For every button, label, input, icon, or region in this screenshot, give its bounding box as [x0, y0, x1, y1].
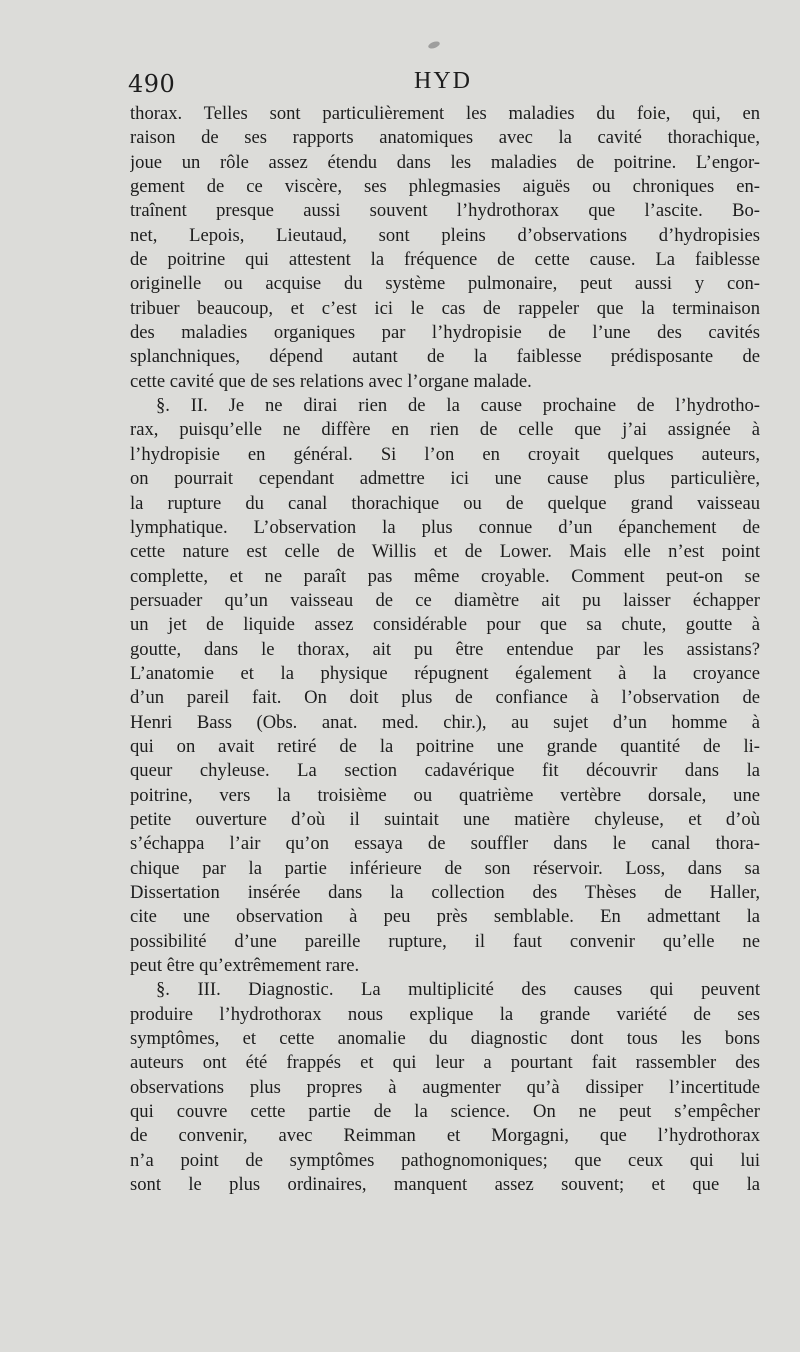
text-line: persuader qu’un vaisseau de ce diamètre ait pu laisser échapper — [130, 589, 760, 611]
text-line: de poitrine qui attestent la fréquence de cette cause. La faiblesse — [130, 249, 760, 271]
text-line: s’échappa l’air qu’on essaya de souffler dans le canal thora- — [130, 833, 760, 855]
text-line: lymphatique. L’observation la plus connue d’un épanchement de — [130, 516, 760, 538]
text-line: qui couvre cette partie de la science. On ne peut s’empêcher — [130, 1101, 760, 1123]
text-line: sont le plus ordinaires, manquent assez souvent; et que la — [130, 1174, 760, 1196]
page-header — [128, 68, 688, 104]
show-through — [640, 1224, 760, 1242]
text-line: thorax. Telles sont particulièrement les maladies du foie, qui, en — [130, 103, 760, 124]
text-line: complette, et ne paraît pas même croyable. Comment peut-on se — [130, 565, 760, 587]
text-line: petite ouverture d’où il suintait une matière chyleuse, et d’où — [130, 808, 760, 830]
text-line: de convenir, avec Reimman et Morgagni, que l’hydrothorax — [130, 1125, 760, 1147]
text-line: Henri Bass (Obs. anat. med. chir.), au sujet d’un homme à — [130, 711, 760, 733]
section-3-line: §. III. Diagnostic. La multiplicité des causes qui peuvent — [156, 979, 760, 1001]
text-line: joue un rôle assez étendu dans les maladies de poitrine. L’engor- — [130, 151, 760, 173]
text-line: raison de ses rapports anatomiques avec la cavité thorachique, — [130, 127, 760, 149]
text-line: L’anatomie et la physique répugnent également à la croyance — [130, 662, 760, 684]
text-line: produire l’hydrothorax nous explique la grande variété de ses — [130, 1003, 760, 1025]
text-line: observations plus propres à augmenter qu’à dissiper l’incertitude — [130, 1076, 760, 1098]
text-line: cette nature est celle de Willis et de Lower. Mais elle n’est point — [130, 541, 760, 563]
text-line: splanchniques, dépend autant de la faiblesse prédisposante de — [130, 346, 760, 368]
page-number: 490 — [128, 70, 176, 98]
text-line: symptômes, et cette anomalie du diagnostic dont tous les bons — [130, 1028, 760, 1050]
text-line: auteurs ont été frappés et qui leur a pourtant fait rassembler des — [130, 1052, 760, 1074]
text-line: l’hydropisie en général. Si l’on en croyait quelques auteurs, — [130, 443, 760, 465]
text-line: traînent presque aussi souvent l’hydrothorax que l’ascite. Bo- — [130, 200, 760, 222]
text-line: poitrine, vers la troisième ou quatrième vertèbre dorsale, une — [130, 784, 760, 806]
text-line: on pourrait cependant admettre ici une cause plus particulière, — [130, 468, 760, 490]
text-line: des maladies organiques par l’hydropisie de l’une des cavités — [130, 322, 760, 344]
text-line: un jet de liquide assez considérable pour que sa chute, goutte à — [130, 614, 760, 636]
text-line: originelle ou acquise du système pulmonaire, peut aussi y con- — [130, 273, 760, 295]
text-line: d’un pareil fait. On doit plus de confiance à l’observation de — [130, 687, 760, 709]
text-line: n’a point de symptômes pathognomoniques; que ceux qui lui — [130, 1149, 760, 1171]
text-line: chique par la partie inférieure de son réservoir. Loss, dans sa — [130, 857, 760, 879]
section-2-line: §. II. Je ne dirai rien de la cause prochaine de l’hydrotho- — [156, 395, 760, 417]
body-text — [130, 102, 760, 1197]
text-line: qui on avait retiré de la poitrine une grande quantité de li- — [130, 735, 760, 757]
text-line: peut être qu’extrêmement rare. — [130, 955, 360, 977]
text-line: tribuer beaucoup, et c’est ici le cas de rappeler que la terminaison — [130, 297, 760, 319]
running-head: HYD — [414, 68, 472, 94]
text-line: possibilité d’une pareille rupture, il faut convenir qu’elle ne — [130, 930, 760, 952]
text-line: goutte, dans le thorax, ait pu être entendue par les assistans? — [130, 638, 760, 660]
text-line: cite une observation à peu près semblable. En admettant la — [130, 906, 760, 928]
text-line: gement de ce viscère, ses phlegmasies aiguës ou chroniques en- — [130, 176, 760, 198]
text-line: Dissertation insérée dans la collection des Thèses de Haller, — [130, 882, 760, 903]
text-line: rax, puisqu’elle ne diffère en rien de celle que j’ai assignée à — [130, 419, 760, 441]
text-line: queur chyleuse. La section cadavérique fit découvrir dans la — [130, 760, 760, 782]
text-line: la rupture du canal thorachique ou de quelque grand vaisseau — [130, 492, 760, 514]
text-line: cette cavité que de ses relations avec l’organe malade. — [130, 370, 532, 392]
ink-speck — [427, 40, 440, 50]
text-line: net, Lepois, Lieutaud, sont pleins d’observations d’hydropisies — [130, 224, 760, 246]
